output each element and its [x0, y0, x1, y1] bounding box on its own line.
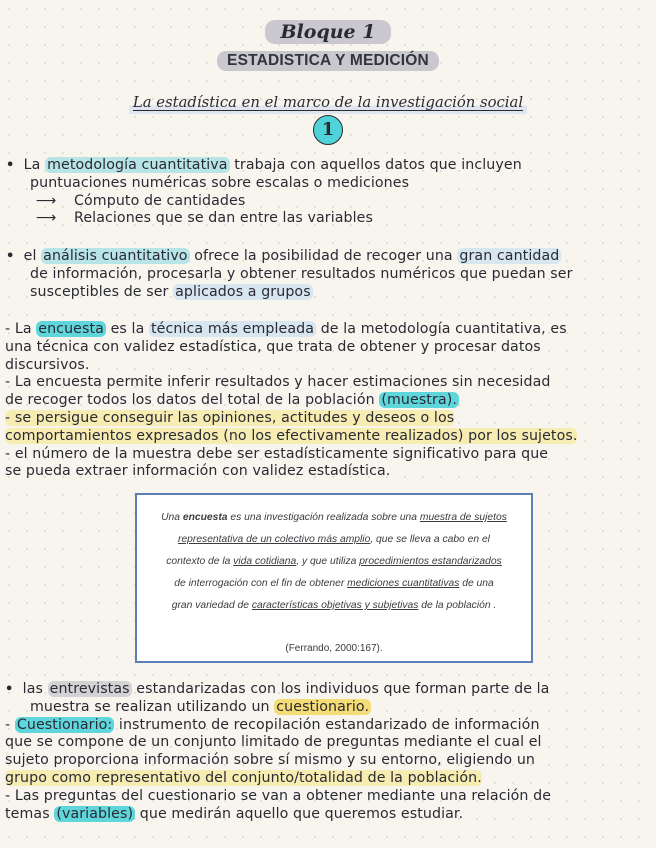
subtitle-wrap [0, 50, 656, 71]
bullet2-line1: • el análisis cuantitativo ofrece la posibilidad de recoger una gran cantidad [6, 248, 560, 264]
quote-box [135, 493, 533, 663]
highlight-cuestionario-def: Cuestionario: [16, 716, 113, 733]
bullet1-line2: puntuaciones numéricas sobre escalas o mediciones [30, 174, 410, 191]
highlight-muestra: (muestra). [381, 392, 457, 409]
bullet2-line3: susceptibles de ser aplicados a grupos [30, 283, 311, 300]
bullet3-line5: sujeto proporciona información sobre sí mismo y su entorno, eligiendo un [5, 752, 536, 769]
highlight-grupos: aplicados a grupos [175, 283, 311, 300]
bullet3-line1: • las entrevistas estandarizadas con los individuos que forman parte de la [5, 681, 550, 697]
bullet-dot: • [5, 682, 23, 697]
page-title: Bloque 1 [265, 20, 392, 44]
highlight-cuestionario: cuestionario. [276, 698, 370, 715]
bullet3-line2: muestra se realizan utilizando un cuestionario. [30, 698, 370, 715]
highlight-metodologia: metodología cuantitativa [47, 157, 228, 173]
bullet3-line4: que se compone de un conjunto limitado de preguntas mediante el cual el [5, 734, 542, 751]
highlight-gran-cantidad: gran cantidad [459, 248, 560, 264]
encuesta-line6: - se persigue conseguir las opiniones, actitudes y deseos o los [5, 409, 455, 426]
arrow-right-icon: ⟶ [36, 210, 57, 227]
bullet-dot: • [6, 249, 24, 264]
quote-line5: gran variedad de características objetivas y subjetivas de la población . [171, 600, 497, 611]
bullet3-line7: - Las preguntas del cuestionario se van a obtener mediante una relación de [5, 787, 552, 804]
section-number-badge: 1 [313, 115, 343, 145]
bullet3-line8: temas (variables) que medirán aquello que queremos estudiar. [5, 805, 464, 822]
highlight-variables: (variables) [56, 805, 134, 822]
bullet1-line1: • La metodología cuantitativa trabaja con aquellos datos que incluyen [6, 157, 522, 173]
section-heading-wrap [0, 92, 656, 114]
quote-line2: representativa de un colectivo más amplio, que se lleva a cabo en el [178, 534, 490, 545]
encuesta-line2: una técnica con validez estadística, que trata de obtener y procesar datos [5, 338, 541, 355]
encuesta-line3: discursivos. [5, 356, 90, 373]
quote-line1: Una encuesta es una investigación realizada sobre una muestra de sujetos [161, 512, 507, 523]
bullet-dot: • [6, 158, 24, 173]
highlight-encuesta: encuesta [38, 321, 104, 337]
highlight-tecnica: técnica más empleada [151, 321, 315, 337]
cuestionario-paragraph [5, 681, 656, 823]
encuesta-line7: comportamientos expresados (no los efectivamente realizados) por los sujetos. [5, 427, 578, 444]
encuesta-line9: se pueda extraer información con validez estadística. [5, 463, 391, 480]
encuesta-paragraph [5, 321, 656, 481]
quote-line3: contexto de la vida cotidiana, y que utiliza procedimientos estandarizados [166, 556, 502, 567]
arrow-right-icon: ⟶ [36, 192, 57, 209]
highlight-analisis: análisis cuantitativo [43, 248, 188, 264]
bullet-metodologia [6, 157, 656, 228]
page-title-wrap [0, 20, 656, 44]
bullet-analisis [6, 248, 656, 301]
encuesta-line4: - La encuesta permite inferir resultados y hacer estimaciones sin necesidad [5, 374, 551, 391]
page-subtitle: ESTADISTICA Y MEDICIÓN [217, 51, 439, 71]
section-heading: La estadística en el marco de la investigación social [129, 92, 527, 114]
bullet2-line2: de información, procesarla y obtener resultados numéricos que puedan ser [30, 265, 573, 282]
arrow-item-1: ⟶ Cómputo de cantidades [36, 192, 246, 209]
highlight-entrevistas: entrevistas [49, 681, 130, 697]
bullet3-line6: grupo como representativo del conjunto/totalidad de la población. [5, 769, 482, 786]
arrow-item-2: ⟶ Relaciones que se dan entre las variables [36, 210, 374, 227]
encuesta-line8: - el número de la muestra debe ser estadísticamente significativo para que [5, 445, 549, 462]
quote-line4: de interrogación con el fin de obtener mediciones cuantitativas de una [174, 578, 494, 589]
encuesta-line5: de recoger todos los datos del total de la población (muestra). [5, 392, 457, 409]
quote-citation: (Ferrando, 2000:167). [285, 643, 383, 654]
encuesta-line1: - La encuesta es la técnica más empleada de la metodología cuantitativa, es [5, 321, 567, 337]
bullet3-line3: - Cuestionario: instrumento de recopilación estandarizado de información [5, 716, 540, 733]
